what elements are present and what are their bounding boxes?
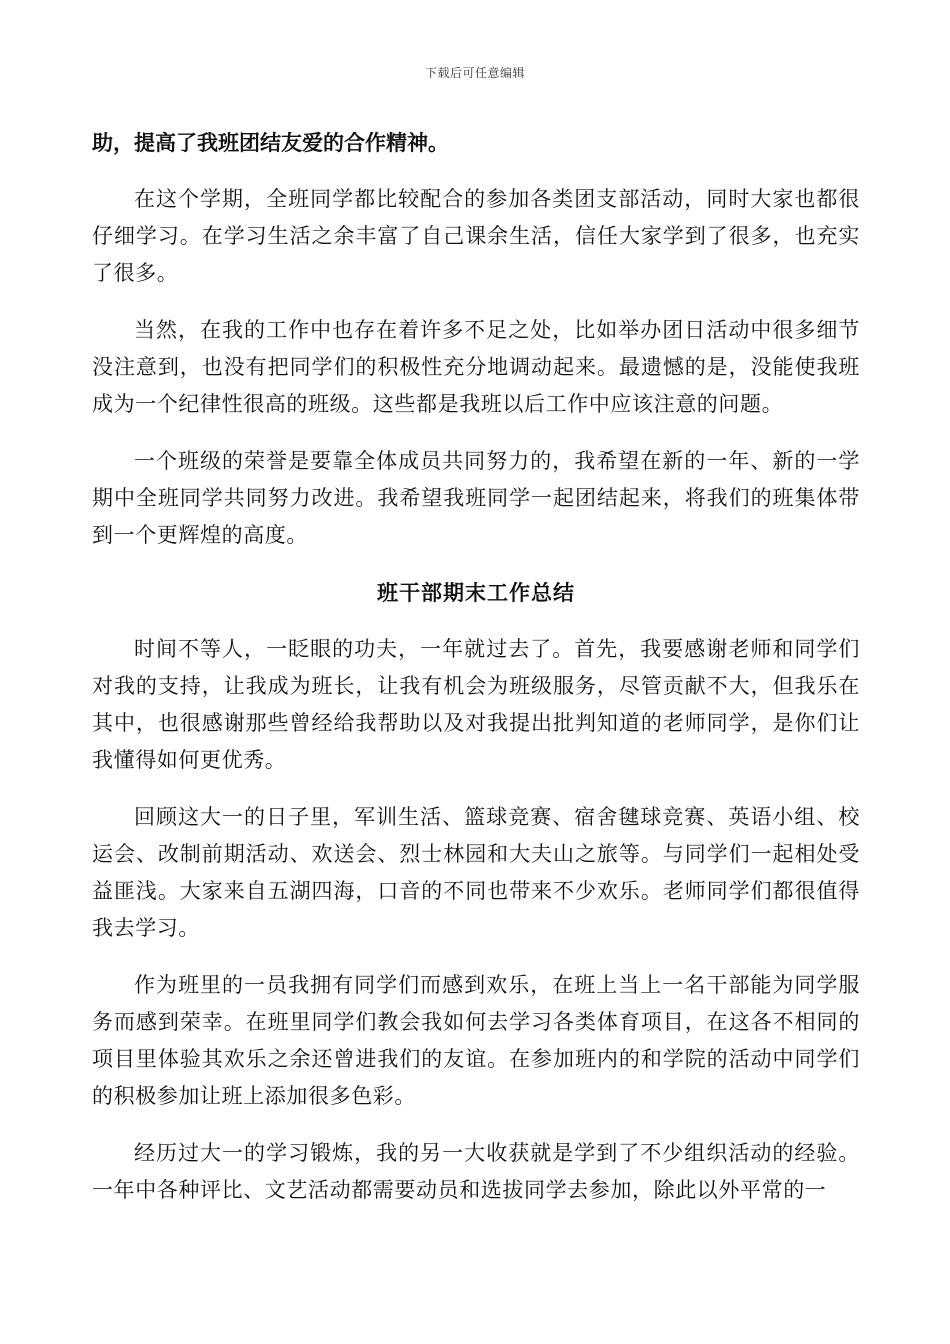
paragraph: 当然，在我的工作中也存在着许多不足之处，比如举办团日活动中很多细节没注意到，也没有把同学们的积极性充分地调动起来。最遗憾的是，没能使我班成为一个纪律性很高的班级。这些都是我班以后工作中应该注意的问题。 — [92, 318, 860, 416]
paragraph: 在这个学期，全班同学都比较配合的参加各类团支部活动，同时大家也都很仔细学习。在学习生活之余丰富了自己课余生活，信任大家学到了很多，也充实了很多。 — [92, 187, 860, 285]
paragraph: 作为班里的一员我拥有同学们而感到欢乐，在班上当上一名干部能为同学服务而感到荣幸。在班里同学们教会我如何去学习各类体育项目，在这各不相同的项目里体验其欢乐之余还曾进我们的友谊。在参加班内的和学院的活动中同学们的积极参加让班上添加很多色彩。 — [92, 973, 860, 1108]
paragraph: 回顾这大一的日子里，军训生活、篮球竞赛、宿舍毽球竞赛、英语小组、校运会、改制前期活动、欢送会、烈士林园和大夫山之旅等。与同学们一起相处受益匪浅。大家来自五湖四海，口音的不同也带来不少欢乐。老师同学们都很值得我去学习。 — [92, 805, 860, 940]
paragraph: 经历过大一的学习锻炼，我的另一大收获就是学到了不少组织活动的经验。一年中各种评比、文艺活动都需要动员和选拔同学去参加，除此以外平常的一 — [92, 1141, 860, 1202]
paragraph: 一个班级的荣誉是要靠全体成员共同努力的，我希望在新的一年、新的一学期中全班同学共同努力改进。我希望我班同学一起团结起来，将我们的班集体带到一个更辉煌的高度。 — [92, 449, 860, 547]
section-title: 班干部期末工作总结 — [377, 580, 575, 605]
page-header: 下载后可任意编辑 — [424, 66, 525, 80]
document-body — [92, 124, 860, 1229]
lead-paragraph: 助，提高了我班团结友爱的合作精神。 — [92, 130, 449, 155]
paragraph: 时间不等人，一眨眼的功夫，一年就过去了。首先，我要感谢老师和同学们对我的支持，让我成为班长，让我有机会为班级服务，尽管贡献不大，但我乐在其中，也很感谢那些曾经给我帮助以及对我提出批判知道的老师同学，是你们让我懂得如何更优秀。 — [92, 637, 860, 772]
